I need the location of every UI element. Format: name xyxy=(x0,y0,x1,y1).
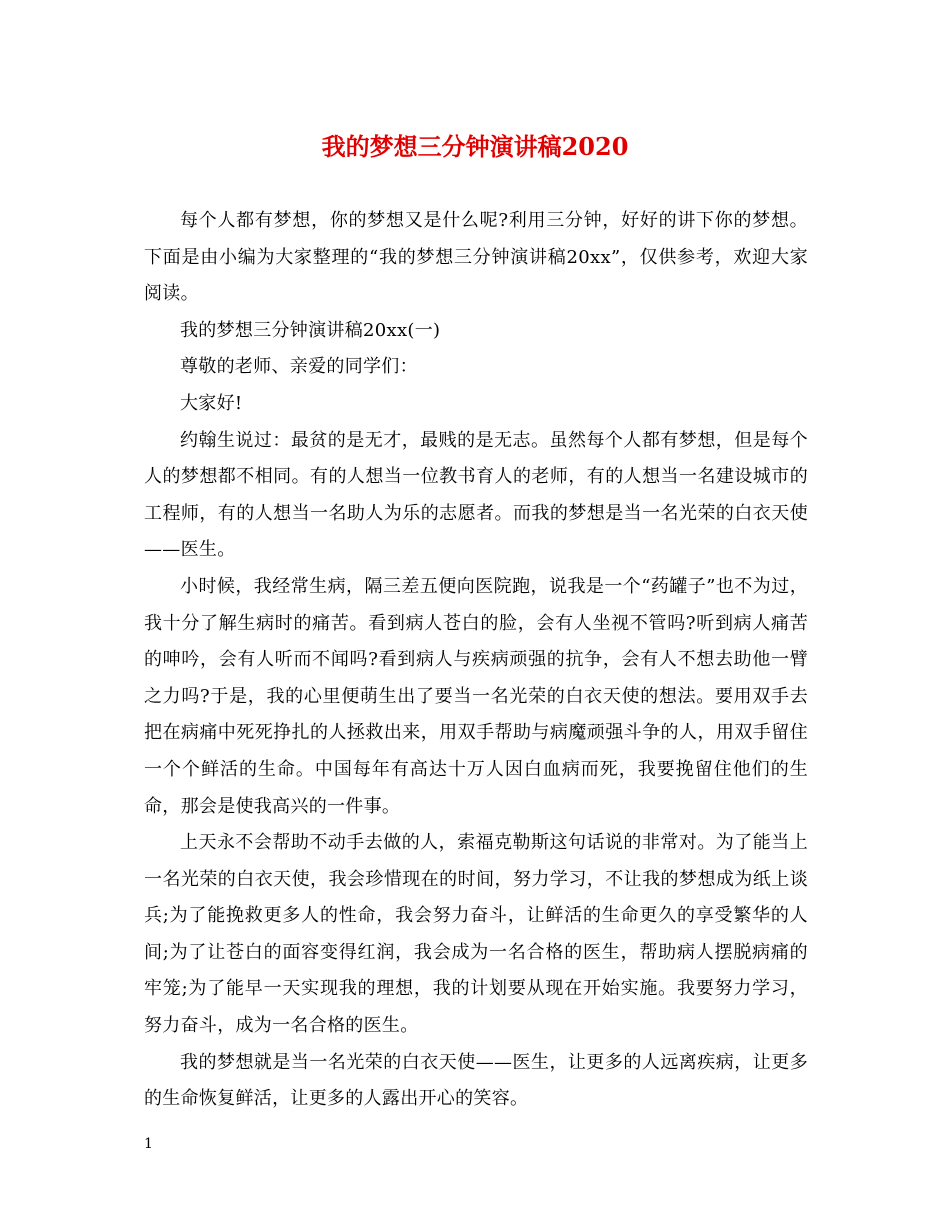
document-body xyxy=(144,203,808,1118)
document-title: 我的梦想三分钟演讲稿2020 xyxy=(321,132,629,161)
intro-paragraph: 每个人都有梦想，你的梦想又是什么呢?利用三分钟，好好的讲下你的梦想。下面是由小编为大家整理的“我的梦想三分钟演讲稿20xx”，仅供参考，欢迎大家阅读。 xyxy=(144,210,808,305)
body-paragraph: 上天永不会帮助不动手去做的人，索福克勒斯这句话说的非常对。为了能当上一名光荣的白衣天使，我会珍惜现在的时间，努力学习，不让我的梦想成为纸上谈兵;为了能挽救更多人的性命，我会努力奋斗，让鲜活的生命更久的享受繁华的人间;为了让苍白的面容变得红润，我会成为一名合格的医生，帮助病人摆脱病痛的牢笼;为了能早一天实现我的理想，我的计划要从现在开始实施。我要努力学习，努力奋斗，成为一名合格的医生。 xyxy=(144,832,808,1037)
closing-paragraph: 我的梦想就是当一名光荣的白衣天使——医生，让更多的人远离疾病，让更多的生命恢复鲜活，让更多的人露出开心的笑容。 xyxy=(144,1051,808,1110)
body-paragraph: 约翰生说过：最贫的是无才，最贱的是无志。虽然每个人都有梦想，但是每个人的梦想都不相同。有的人想当一位教书育人的老师，有的人想当一名建设城市的工程师，有的人想当一名助人为乐的志愿者。而我的梦想是当一名光荣的白衣天使——医生。 xyxy=(144,429,808,561)
speech-heading: 我的梦想三分钟演讲稿20xx(一) xyxy=(180,319,441,341)
body-paragraph: 小时候，我经常生病，隔三差五便向医院跑，说我是一个“药罐子”也不为过，我十分了解生病时的痛苦。看到病人苍白的脸，会有人坐视不管吗?听到病人痛苦的呻吟，会有人听而不闻吗?看到病人与疾病顽强的抗争，会有人不想去助他一臂之力吗?于是，我的心里便萌生出了要当一名光荣的白衣天使的想法。要用双手去把在病痛中死死挣扎的人拯救出来，用双手帮助与病魔顽强斗争的人，用双手留住一个个鲜活的生命。中国每年有高达十万人因白血病而死，我要挽留住他们的生命，那会是使我高兴的一件事。 xyxy=(144,575,808,817)
greeting: 大家好! xyxy=(180,392,243,414)
salutation: 尊敬的老师、亲爱的同学们： xyxy=(180,356,418,378)
page-number: 1 xyxy=(144,1136,153,1152)
